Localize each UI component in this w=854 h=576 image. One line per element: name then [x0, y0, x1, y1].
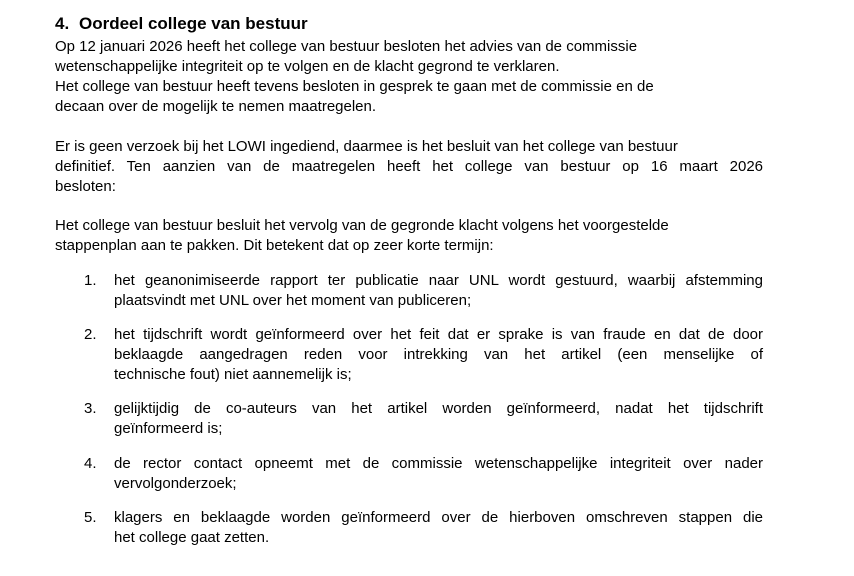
list-marker: 1. — [84, 272, 97, 289]
paragraph-line: stappenplan aan te pakken. Dit betekent dat op zeer korte termijn: — [55, 237, 494, 254]
list-item-line: plaatsvindt met UNL over het moment van publiceren; — [114, 292, 472, 309]
list-item — [84, 399, 763, 439]
list-item — [84, 454, 763, 494]
list-item-line: het geanonimiseerde rapport ter publicatie naar UNL wordt gestuurd, waarbij afstemming — [114, 272, 763, 289]
list-item — [84, 271, 763, 311]
section-number: 4. — [55, 14, 70, 33]
list-marker: 2. — [84, 326, 97, 343]
list-item — [84, 325, 763, 385]
paragraph-lowi — [55, 137, 763, 197]
list-item-line: het college gaat zetten. — [114, 529, 270, 546]
list-marker: 3. — [84, 400, 97, 417]
list-item-line: klagers en beklaagde worden geïnformeerd over de hierboven omschreven stappen die — [114, 509, 763, 526]
list-item-line: het tijdschrift wordt geïnformeerd over het feit dat er sprake is van fraude en dat de door — [114, 326, 763, 343]
list-item-line: technische fout) niet aannemelijk is; — [114, 366, 352, 383]
paragraph-line: definitief. Ten aanzien van de maatregelen heeft het college van bestuur op 16 maart 2026 — [55, 158, 763, 175]
section-title: Oordeel college van bestuur — [79, 14, 308, 33]
section-heading — [55, 14, 308, 34]
paragraph-line: Er is geen verzoek bij het LOWI ingediend, daarmee is het besluit van het college van bestuur — [55, 138, 678, 155]
list-item-line: de rector contact opneemt met de commissie wetenschappelijke integriteit over nader — [114, 455, 763, 472]
list-item-line: geïnformeerd is; — [114, 420, 223, 437]
list-item-line: beklaagde aangedragen reden voor intrekking van het artikel (een menselijke of — [114, 346, 763, 363]
list-marker: 4. — [84, 455, 97, 472]
list-item-line: vervolgonderzoek; — [114, 475, 237, 492]
paragraph-line: Het college van bestuur besluit het vervolg van de gegronde klacht volgens het voorgestelde — [55, 217, 669, 234]
list-marker: 5. — [84, 509, 97, 526]
list-item — [84, 508, 763, 548]
paragraph-line: Het college van bestuur heeft tevens besloten in gesprek te gaan met de commissie en de — [55, 78, 654, 95]
list-item-line: gelijktijdig de co-auteurs van het artikel worden geïnformeerd, nadat het tijdschrift — [114, 400, 763, 417]
paragraph-line: decaan over de mogelijk te nemen maatregelen. — [55, 98, 377, 115]
paragraph-line: wetenschappelijke integriteit op te volgen en de klacht gegrond te verklaren. — [55, 58, 560, 75]
paragraph-stappenplan — [55, 216, 763, 256]
paragraph-decision — [55, 37, 763, 117]
paragraph-line: Op 12 januari 2026 heeft het college van bestuur besloten het advies van de commissie — [55, 38, 638, 55]
paragraph-line: besloten: — [55, 178, 116, 195]
